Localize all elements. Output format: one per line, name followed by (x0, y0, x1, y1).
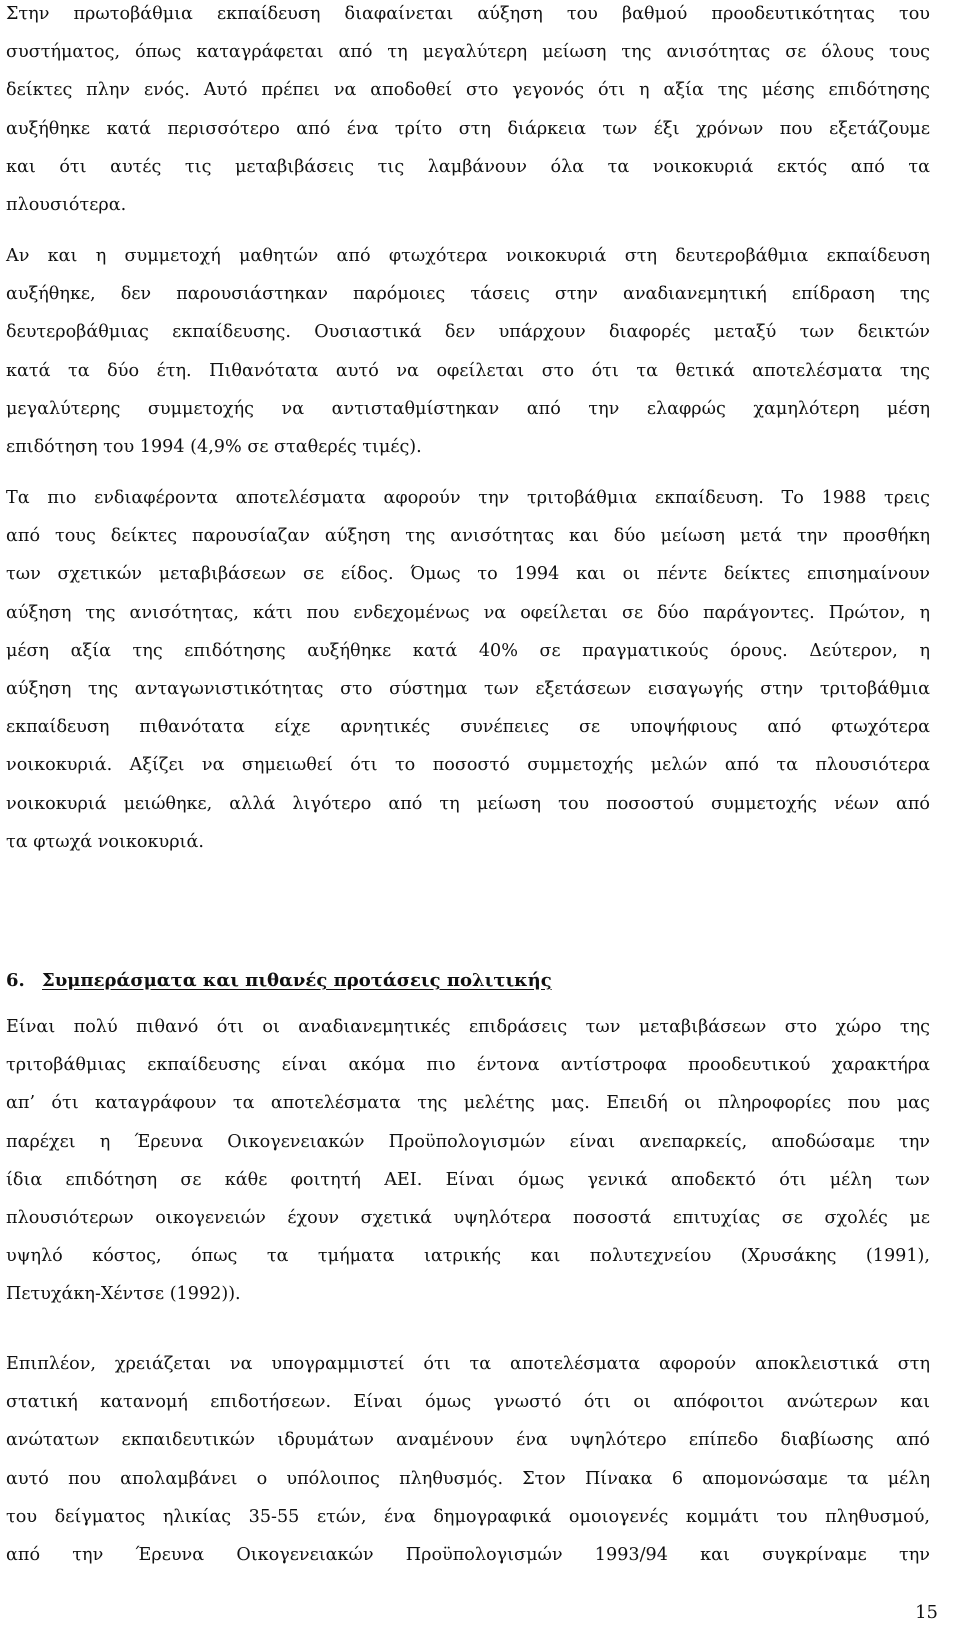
text-line: αύξηση της ανισότητας, κάτι που ενδεχομένως να οφείλεται σε δύο παράγοντες. Πρώτον, η (6, 602, 930, 623)
text-line: κατά τα δύο έτη. Πιθανότατα αυτό να οφείλεται στο ότι τα θετικά αποτελέσματα της (6, 360, 930, 381)
text-line: των σχετικών μεταβιβάσεων σε είδος. Όμως το 1994 και οι πέντε δείκτες επισημαίνουν (6, 564, 930, 585)
text-line: στατική κατανομή επιδοτήσεων. Είναι όμως γνωστό ότι οι απόφοιτοι ανώτερων και (6, 1392, 930, 1413)
text-line: Επιπλέον, χρειάζεται να υπογραμμιστεί ότι τα αποτελέσματα αφορούν αποκλειστικά στη (6, 1354, 930, 1374)
text-line: μεγαλύτερης συμμετοχής να αντισταθμίστηκαν από την ελαφρώς χαμηλότερη μέση (6, 398, 930, 419)
page-number: 15 (915, 1602, 938, 1623)
text-line: νοικοκυριά μειώθηκε, αλλά λιγότερο από τη μείωση του ποσοστού συμμετοχής νέων από (6, 793, 930, 814)
section-title: Συμπεράσματα και πιθανές προτάσεις πολιτικής (42, 970, 552, 991)
text-line: πλουσιότερων οικογενειών έχουν σχετικά υψηλότερα ποσοστά επιτυχίας σε σχολές με (6, 1207, 930, 1228)
text-line: αύξηση της ανταγωνιστικότητας στο σύστημα των εξετάσεων εισαγωγής στην τριτοβάθμια (6, 678, 930, 699)
text-line: αυξήθηκε, δεν παρουσιάστηκαν παρόμοιες τάσεις στην αναδιανεμητική επίδραση της (6, 284, 930, 305)
text-line: του δείγματος ηλικίας 35-55 ετών, ένα δημογραφικά ομοιογενές κομμάτι του πληθυσμού, (6, 1506, 930, 1527)
text-line: ίδια επιδότηση σε κάθε φοιτητή ΑΕΙ. Είναι όμως γενικά αποδεκτό ότι μέλη των (6, 1169, 930, 1190)
text-line: επιδότηση του 1994 (4,9% σε σταθερές τιμές). (6, 436, 422, 457)
paragraph-conclusions (6, 1008, 930, 1314)
text-line: πλουσιότερα. (6, 194, 127, 215)
text-line: από την Έρευνα Οικογενειακών Προϋπολογισμών 1993/94 και συγκρίναμε την (6, 1544, 930, 1565)
text-line: συστήματος, όπως καταγράφεται από τη μεγαλύτερη μείωση της ανισότητας σε όλους τους (6, 42, 930, 63)
text-line: υψηλό κόστος, όπως τα τμήματα ιατρικής και πολυτεχνείου (Χρυσάκης (1991), (6, 1246, 930, 1267)
text-line: αυτό που απολαμβάνει ο υπόλοιπος πληθυσμός. Στον Πίνακα 6 απομονώσαμε τα μέλη (6, 1468, 930, 1489)
paragraph-tertiary-education (6, 479, 930, 861)
text-line: Είναι πολύ πιθανό ότι οι αναδιανεμητικές επιδράσεις των μεταβιβάσεων στο χώρο της (6, 1017, 930, 1037)
text-line: από τους δείκτες παρουσίαζαν αύξηση της ανισότητας και δύο μείωση μετά την προσθήκη (6, 526, 930, 547)
section-number: 6. (6, 970, 25, 991)
text-line: Αν και η συμμετοχή μαθητών από φτωχότερα νοικοκυριά στη δευτεροβάθμια εκπαίδευση (6, 246, 930, 266)
text-line: τριτοβάθμιας εκπαίδευσης είναι ακόμα πιο έντονα αντίστροφα προοδευτικού χαρακτήρα (6, 1055, 930, 1076)
text-line: παρέχει η Έρευνα Οικογενειακών Προϋπολογισμών είναι ανεπαρκείς, αποδώσαμε την (6, 1131, 930, 1152)
text-line: νοικοκυριά. Αξίζει να σημειωθεί ότι το ποσοστό συμμετοχής μελών από τα πλουσιότερα (6, 755, 930, 776)
text-line: μέση αξία της επιδότησης αυξήθηκε κατά 40% σε πραγματικούς όρους. Δεύτερον, η (6, 640, 930, 661)
text-line: δείκτες πλην ενός. Αυτό πρέπει να αποδοθεί στο γεγονός ότι η αξία της μέσης επιδότησης (6, 80, 930, 101)
text-line: Πετυχάκη-Χέντσε (1992)). (6, 1284, 241, 1305)
paragraph-primary-education (6, 0, 930, 224)
text-line: Τα πιο ενδιαφέροντα αποτελέσματα αφορούν την τριτοβάθμια εκπαίδευση. Το 1988 τρεις (6, 488, 930, 508)
text-line: δευτεροβάθμιας εκπαίδευσης. Ουσιαστικά δεν υπάρχουν διαφορές μεταξύ των δεικτών (6, 322, 930, 343)
section-heading (6, 963, 552, 999)
paragraph-static-distribution (6, 1345, 930, 1574)
text-line: Στην πρωτοβάθμια εκπαίδευση διαφαίνεται αύξηση του βαθμού προοδευτικότητας του (6, 4, 930, 24)
text-line: εκπαίδευση πιθανότατα είχε αρνητικές συνέπειες σε υποψήφιους από φτωχότερα (6, 717, 930, 738)
text-line: τα φτωχά νοικοκυριά. (6, 831, 204, 852)
text-line: απ’ ότι καταγράφουν τα αποτελέσματα της μελέτης μας. Επειδή οι πληροφορίες που μας (6, 1093, 930, 1114)
text-line: ανώτατων εκπαιδευτικών ιδρυμάτων αναμένουν ένα υψηλότερο επίπεδο διαβίωσης από (6, 1430, 930, 1451)
paragraph-secondary-education (6, 237, 930, 466)
text-line: και ότι αυτές τις μεταβιβάσεις τις λαμβάνουν όλα τα νοικοκυριά εκτός από τα (6, 156, 930, 177)
text-line: αυξήθηκε κατά περισσότερο από ένα τρίτο στη διάρκεια των έξι χρόνων που εξετάζουμε (6, 118, 930, 139)
